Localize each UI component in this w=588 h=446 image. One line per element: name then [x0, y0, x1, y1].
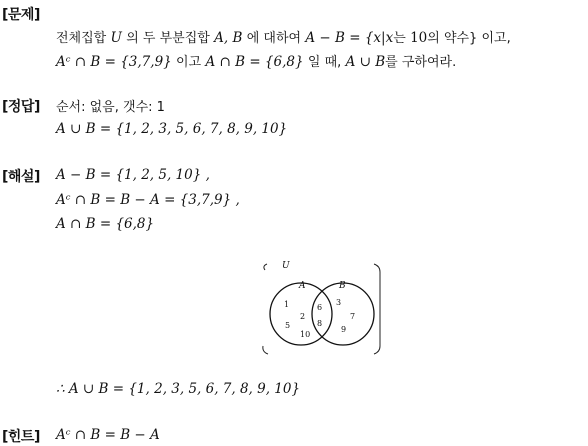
solution-line-2: Aᶜ ∩ B = B − A = {3,7,9} ,	[56, 192, 240, 208]
solution-tag: [해설]	[2, 169, 40, 185]
universe-bracket-right	[374, 264, 380, 354]
universe-label: U	[282, 261, 290, 271]
region-a-only-value: 1	[284, 300, 290, 309]
region-intersection-value: 8	[317, 319, 323, 328]
solution-line-3: A ∩ B = {6,8}	[56, 216, 155, 232]
answer-tag: [정답]	[2, 99, 40, 115]
region-a-only-value: 10	[300, 330, 311, 339]
region-b-only-value: 7	[350, 312, 356, 321]
solution-conclusion: ∴ A ∪ B = {1, 2, 3, 5, 6, 7, 8, 9, 10}	[56, 381, 301, 397]
set-b-label: B	[339, 281, 346, 291]
solution-line-1: A − B = {1, 2, 5, 10} ,	[56, 167, 210, 183]
problem-tag: [문제]	[2, 7, 40, 23]
set-a-label: A	[299, 281, 306, 291]
answer-line-2: A ∪ B = {1, 2, 3, 5, 6, 7, 8, 9, 10}	[56, 121, 288, 137]
set-b-circle	[312, 283, 374, 345]
problem-line-2: Aᶜ ∩ B = {3,7,9} 이고 A ∩ B = {6,8} 일 때, A ∪ B를 구하여라.	[56, 54, 457, 70]
hint-tag: [힌트]	[2, 429, 40, 445]
region-b-only-value: 3	[336, 298, 342, 307]
hint-line: Aᶜ ∩ B = B − A	[56, 427, 160, 443]
region-b-only-value: 9	[341, 325, 347, 334]
venn-diagram	[256, 256, 384, 356]
region-intersection-value: 6	[317, 303, 323, 312]
universe-bracket-left	[263, 264, 268, 354]
region-a-only-value: 2	[300, 312, 306, 321]
region-a-only-value: 5	[285, 321, 291, 330]
problem-line-1: 전체집합 U 의 두 부분집합 A, B 에 대하여 A − B = {x|x는 10의 약수} 이고,	[56, 30, 511, 46]
answer-line-1: 순서: 없음, 갯수: 1	[56, 100, 165, 115]
